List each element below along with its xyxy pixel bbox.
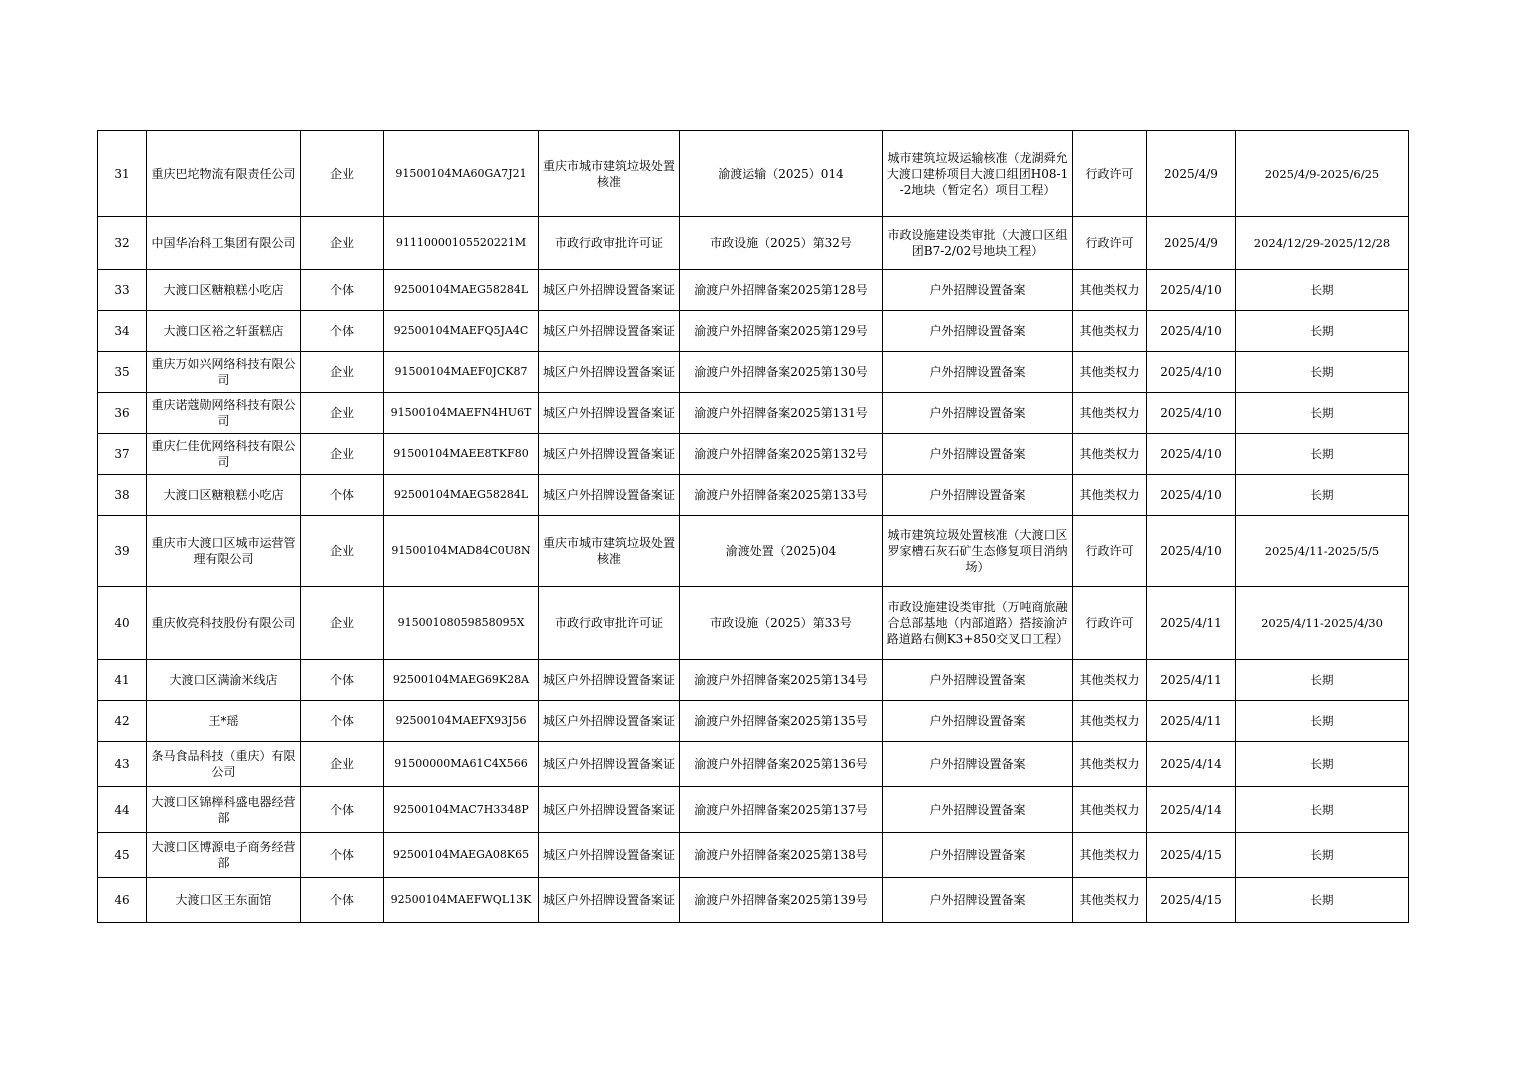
document-number-cell: 渝渡户外招牌备案2025第137号 (680, 787, 883, 833)
row-number-cell: 46 (98, 878, 147, 923)
license-content-cell: 户外招牌设置备案 (883, 434, 1073, 475)
document-number-cell: 渝渡户外招牌备案2025第133号 (680, 475, 883, 516)
license-content-cell: 户外招牌设置备案 (883, 660, 1073, 701)
table-row (98, 311, 1409, 352)
document-number-cell: 渝渡处置（2025)04 (680, 516, 883, 587)
power-category-cell: 其他类权力 (1073, 701, 1147, 742)
document-number-cell: 市政设施（2025）第33号 (680, 587, 883, 660)
license-content-cell: 户外招牌设置备案 (883, 270, 1073, 311)
license-content-cell: 户外招牌设置备案 (883, 475, 1073, 516)
entity-name-cell: 大渡口区王东面馆 (147, 878, 301, 923)
row-number-cell: 31 (98, 131, 147, 217)
power-category-cell: 行政许可 (1073, 217, 1147, 270)
entity-name-cell: 王*瑶 (147, 701, 301, 742)
license-name-cell: 市政行政审批许可证 (539, 587, 680, 660)
license-content-cell: 户外招牌设置备案 (883, 393, 1073, 434)
credit-code-cell: 91500108059858095X (384, 587, 539, 660)
row-number-cell: 42 (98, 701, 147, 742)
row-number-cell: 35 (98, 352, 147, 393)
row-number-cell: 32 (98, 217, 147, 270)
decision-date-cell: 2025/4/15 (1147, 833, 1236, 878)
license-content-cell: 户外招牌设置备案 (883, 742, 1073, 787)
table-row (98, 833, 1409, 878)
license-content-cell: 市政设施建设类审批（万吨商旅融合总部基地（内部道路）搭接渝泸路道路右侧K3+850交叉口工程） (883, 587, 1073, 660)
validity-period-cell: 长期 (1236, 833, 1409, 878)
license-name-cell: 城区户外招牌设置备案证 (539, 352, 680, 393)
table-row (98, 701, 1409, 742)
credit-code-cell: 92500104MAEFX93J56 (384, 701, 539, 742)
entity-type-cell: 企业 (301, 587, 384, 660)
entity-name-cell: 重庆市大渡口区城市运营管理有限公司 (147, 516, 301, 587)
validity-period-cell: 长期 (1236, 878, 1409, 923)
license-name-cell: 城区户外招牌设置备案证 (539, 475, 680, 516)
decision-date-cell: 2025/4/15 (1147, 878, 1236, 923)
row-number-cell: 34 (98, 311, 147, 352)
decision-date-cell: 2025/4/10 (1147, 393, 1236, 434)
validity-period-cell: 长期 (1236, 742, 1409, 787)
license-content-cell: 户外招牌设置备案 (883, 701, 1073, 742)
document-number-cell: 渝渡户外招牌备案2025第139号 (680, 878, 883, 923)
power-category-cell: 其他类权力 (1073, 878, 1147, 923)
decision-date-cell: 2025/4/11 (1147, 660, 1236, 701)
decision-date-cell: 2025/4/14 (1147, 787, 1236, 833)
row-number-cell: 45 (98, 833, 147, 878)
table-row (98, 475, 1409, 516)
power-category-cell: 其他类权力 (1073, 833, 1147, 878)
entity-type-cell: 个体 (301, 270, 384, 311)
table-row (98, 270, 1409, 311)
document-number-cell: 渝渡户外招牌备案2025第132号 (680, 434, 883, 475)
decision-date-cell: 2025/4/11 (1147, 587, 1236, 660)
row-number-cell: 44 (98, 787, 147, 833)
license-name-cell: 城区户外招牌设置备案证 (539, 742, 680, 787)
entity-name-cell: 重庆万如兴网络科技有限公司 (147, 352, 301, 393)
power-category-cell: 其他类权力 (1073, 660, 1147, 701)
power-category-cell: 其他类权力 (1073, 270, 1147, 311)
license-content-cell: 户外招牌设置备案 (883, 787, 1073, 833)
table-row (98, 352, 1409, 393)
row-number-cell: 38 (98, 475, 147, 516)
power-category-cell: 其他类权力 (1073, 787, 1147, 833)
document-number-cell: 渝渡户外招牌备案2025第136号 (680, 742, 883, 787)
license-name-cell: 重庆市城市建筑垃圾处置核准 (539, 131, 680, 217)
entity-name-cell: 大渡口区糖粮糕小吃店 (147, 270, 301, 311)
table-row (98, 434, 1409, 475)
row-number-cell: 39 (98, 516, 147, 587)
credit-code-cell: 91500104MAEE8TKF80 (384, 434, 539, 475)
credit-code-cell: 92500104MAEFQ5JA4C (384, 311, 539, 352)
decision-date-cell: 2025/4/9 (1147, 131, 1236, 217)
document-number-cell: 渝渡户外招牌备案2025第130号 (680, 352, 883, 393)
license-content-cell: 城市建筑垃圾处置核准（大渡口区罗家槽石灰石矿生态修复项目消纳场） (883, 516, 1073, 587)
power-category-cell: 其他类权力 (1073, 742, 1147, 787)
credit-code-cell: 92500104MAEFWQL13K (384, 878, 539, 923)
decision-date-cell: 2025/4/11 (1147, 701, 1236, 742)
row-number-cell: 43 (98, 742, 147, 787)
table-row (98, 878, 1409, 923)
license-content-cell: 户外招牌设置备案 (883, 311, 1073, 352)
decision-date-cell: 2025/4/10 (1147, 434, 1236, 475)
license-name-cell: 城区户外招牌设置备案证 (539, 393, 680, 434)
license-content-cell: 城市建筑垃圾运输核准（龙湖舜允大渡口建桥项目大渡口组团H08-1-2地块（暂定名）项目工程） (883, 131, 1073, 217)
power-category-cell: 行政许可 (1073, 587, 1147, 660)
decision-date-cell: 2025/4/14 (1147, 742, 1236, 787)
entity-type-cell: 企业 (301, 434, 384, 475)
table-row (98, 131, 1409, 217)
license-name-cell: 城区户外招牌设置备案证 (539, 787, 680, 833)
credit-code-cell: 91110000105520221M (384, 217, 539, 270)
license-name-cell: 城区户外招牌设置备案证 (539, 878, 680, 923)
license-name-cell: 城区户外招牌设置备案证 (539, 311, 680, 352)
license-name-cell: 市政行政审批许可证 (539, 217, 680, 270)
license-name-cell: 城区户外招牌设置备案证 (539, 434, 680, 475)
license-name-cell: 城区户外招牌设置备案证 (539, 270, 680, 311)
entity-type-cell: 个体 (301, 878, 384, 923)
table-row (98, 787, 1409, 833)
power-category-cell: 行政许可 (1073, 516, 1147, 587)
document-number-cell: 渝渡户外招牌备案2025第135号 (680, 701, 883, 742)
license-content-cell: 户外招牌设置备案 (883, 352, 1073, 393)
power-category-cell: 其他类权力 (1073, 311, 1147, 352)
validity-period-cell: 长期 (1236, 701, 1409, 742)
license-name-cell: 重庆市城市建筑垃圾处置核准 (539, 516, 680, 587)
decision-date-cell: 2025/4/10 (1147, 475, 1236, 516)
entity-name-cell: 重庆诺蔻勋网络科技有限公司 (147, 393, 301, 434)
validity-period-cell: 2025/4/11-2025/5/5 (1236, 516, 1409, 587)
power-category-cell: 其他类权力 (1073, 475, 1147, 516)
license-records-table (97, 130, 1409, 923)
document-number-cell: 渝渡户外招牌备案2025第134号 (680, 660, 883, 701)
entity-type-cell: 个体 (301, 311, 384, 352)
credit-code-cell: 91500000MA61C4X566 (384, 742, 539, 787)
credit-code-cell: 92500104MAEG58284L (384, 270, 539, 311)
table-row (98, 393, 1409, 434)
entity-name-cell: 大渡口区满渝米线店 (147, 660, 301, 701)
document-number-cell: 渝渡户外招牌备案2025第131号 (680, 393, 883, 434)
license-content-cell: 户外招牌设置备案 (883, 878, 1073, 923)
table-row (98, 217, 1409, 270)
validity-period-cell: 长期 (1236, 434, 1409, 475)
validity-period-cell: 2024/12/29-2025/12/28 (1236, 217, 1409, 270)
credit-code-cell: 91500104MAEF0JCK87 (384, 352, 539, 393)
row-number-cell: 33 (98, 270, 147, 311)
entity-type-cell: 个体 (301, 660, 384, 701)
entity-type-cell: 企业 (301, 131, 384, 217)
power-category-cell: 其他类权力 (1073, 434, 1147, 475)
power-category-cell: 其他类权力 (1073, 393, 1147, 434)
entity-type-cell: 个体 (301, 833, 384, 878)
validity-period-cell: 长期 (1236, 787, 1409, 833)
entity-name-cell: 大渡口区锦榉科盛电器经营部 (147, 787, 301, 833)
entity-type-cell: 企业 (301, 516, 384, 587)
row-number-cell: 41 (98, 660, 147, 701)
document-number-cell: 渝渡户外招牌备案2025第129号 (680, 311, 883, 352)
entity-name-cell: 大渡口区糖粮糕小吃店 (147, 475, 301, 516)
document-number-cell: 市政设施（2025）第32号 (680, 217, 883, 270)
validity-period-cell: 长期 (1236, 352, 1409, 393)
decision-date-cell: 2025/4/10 (1147, 516, 1236, 587)
validity-period-cell: 长期 (1236, 393, 1409, 434)
document-number-cell: 渝渡户外招牌备案2025第128号 (680, 270, 883, 311)
license-content-cell: 户外招牌设置备案 (883, 833, 1073, 878)
entity-type-cell: 企业 (301, 217, 384, 270)
validity-period-cell: 长期 (1236, 475, 1409, 516)
document-number-cell: 渝渡运输（2025）014 (680, 131, 883, 217)
decision-date-cell: 2025/4/10 (1147, 311, 1236, 352)
entity-name-cell: 中国华冶科工集团有限公司 (147, 217, 301, 270)
credit-code-cell: 92500104MAC7H3348P (384, 787, 539, 833)
validity-period-cell: 长期 (1236, 270, 1409, 311)
entity-type-cell: 企业 (301, 393, 384, 434)
document-number-cell: 渝渡户外招牌备案2025第138号 (680, 833, 883, 878)
credit-code-cell: 92500104MAEGA08K65 (384, 833, 539, 878)
decision-date-cell: 2025/4/10 (1147, 270, 1236, 311)
entity-name-cell: 重庆攸亮科技股份有限公司 (147, 587, 301, 660)
license-name-cell: 城区户外招牌设置备案证 (539, 833, 680, 878)
credit-code-cell: 92500104MAEG69K28A (384, 660, 539, 701)
row-number-cell: 37 (98, 434, 147, 475)
row-number-cell: 40 (98, 587, 147, 660)
validity-period-cell: 长期 (1236, 660, 1409, 701)
decision-date-cell: 2025/4/10 (1147, 352, 1236, 393)
table-row (98, 516, 1409, 587)
license-name-cell: 城区户外招牌设置备案证 (539, 660, 680, 701)
license-name-cell: 城区户外招牌设置备案证 (539, 701, 680, 742)
entity-name-cell: 大渡口区博源电子商务经营部 (147, 833, 301, 878)
table-row (98, 587, 1409, 660)
credit-code-cell: 92500104MAEG58284L (384, 475, 539, 516)
entity-type-cell: 企业 (301, 352, 384, 393)
row-number-cell: 36 (98, 393, 147, 434)
decision-date-cell: 2025/4/9 (1147, 217, 1236, 270)
credit-code-cell: 91500104MAEFN4HU6T (384, 393, 539, 434)
power-category-cell: 其他类权力 (1073, 352, 1147, 393)
entity-name-cell: 重庆巴坨物流有限责任公司 (147, 131, 301, 217)
entity-type-cell: 企业 (301, 742, 384, 787)
entity-type-cell: 个体 (301, 701, 384, 742)
table-body (98, 131, 1409, 923)
validity-period-cell: 2025/4/11-2025/4/30 (1236, 587, 1409, 660)
license-content-cell: 市政设施建设类审批（大渡口区组团B7-2/02号地块工程） (883, 217, 1073, 270)
table-row (98, 660, 1409, 701)
validity-period-cell: 长期 (1236, 311, 1409, 352)
credit-code-cell: 91500104MA60GA7J21 (384, 131, 539, 217)
credit-code-cell: 91500104MAD84C0U8N (384, 516, 539, 587)
entity-type-cell: 个体 (301, 787, 384, 833)
entity-name-cell: 重庆仁佳优网络科技有限公司 (147, 434, 301, 475)
entity-name-cell: 条马食品科技（重庆）有限公司 (147, 742, 301, 787)
validity-period-cell: 2025/4/9-2025/6/25 (1236, 131, 1409, 217)
entity-name-cell: 大渡口区裕之轩蛋糕店 (147, 311, 301, 352)
table-row (98, 742, 1409, 787)
power-category-cell: 行政许可 (1073, 131, 1147, 217)
entity-type-cell: 个体 (301, 475, 384, 516)
